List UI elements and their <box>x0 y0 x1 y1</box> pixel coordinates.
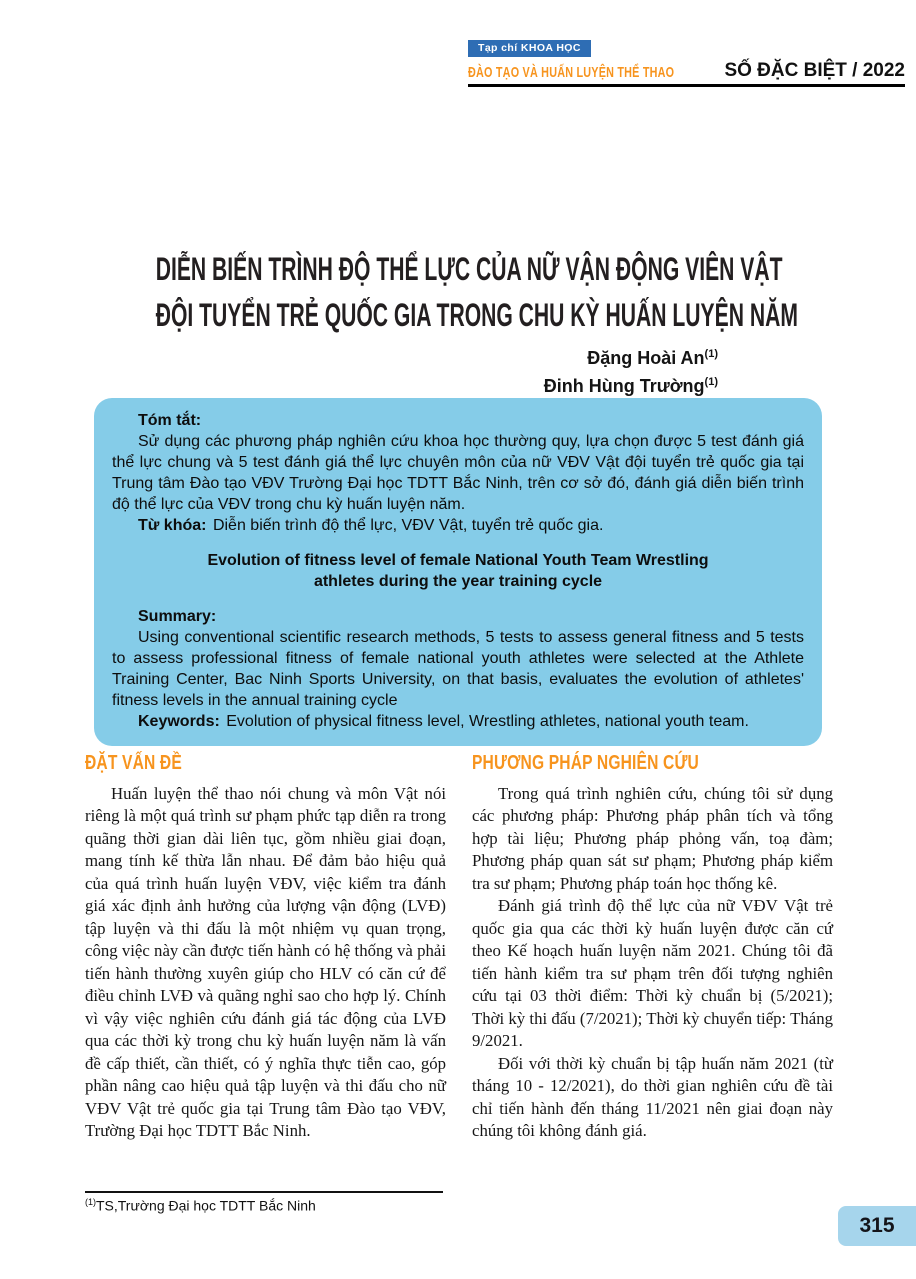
page-number-badge: 315 <box>838 1206 916 1246</box>
summary-text: Using conventional scientific research methods, 5 tests to assess general fitness and 5 tests to assess professional fitness of female national youth athletes were selected at the Athlete Training Center, Bac Ninh Sports University, on that basis, evaluates the evolution of athletes' fitness levels in the annual training cycle <box>112 629 804 709</box>
tukhoa-line <box>112 515 804 536</box>
journal-name: ĐÀO TẠO VÀ HUẤN LUYỆN THỂ THAO <box>468 64 675 81</box>
right-column <box>472 752 833 1143</box>
abstract-box <box>94 398 822 746</box>
paragraph: Huấn luyện thể thao nói chung và môn Vật nói riêng là một quá trình sư phạm phức tạp diễn ra trong quãng thời gian dài liên tục, gồm nhiều giai đoạn, mang tính kế thừa lẫn nhau. Để đảm bảo hiệu quả của quá trình huấn luyện VĐV, việc kiểm tra đánh giá xác định ảnh hưởng của lượng vận động (LVĐ) tập luyện và thi đấu là một nhiệm vụ quan trọng, công việc này cần được tiến hành có hệ thống và phải tiến hành thường xuyên giúp cho HLV có căn cứ để điều chỉnh LVĐ và quãng nghỉ sao cho hợp lý. Chính vì vậy việc nghiên cứu đánh giá tác động của LVĐ qua các thời kỳ trong chu kỳ huấn luyện năm là vấn đề cấp thiết, cần thiết, có ý nghĩa thực tiễn cao, góp phần nâng cao hiệu quả tập luyện và thi đấu cho nữ VĐV Vật trẻ quốc gia tại Trung tâm Đào tạo VĐV, Trường Đại học TDTT Bắc Ninh. <box>85 783 446 1140</box>
paragraph: Trong quá trình nghiên cứu, chúng tôi sử dụng các phương pháp: Phương pháp phân tích và tổng hợp tài liệu; Phương pháp phỏng vấn, toạ đàm; Phương pháp quan sát sư phạm; Phương pháp kiểm tra sư phạm; Phương pháp toán học thống kê. <box>472 783 833 893</box>
author-affiliation-marker: (1) <box>704 376 718 388</box>
english-title-line1: Evolution of fitness level of female National Youth Team Wrestling <box>207 552 709 569</box>
paragraph: Đối với thời kỳ chuẩn bị tập huấn năm 2021 (từ tháng 10 - 12/2021), do thời gian nghiên cứu đề tài chỉ tiến hành đến tháng 11/2021 nên giai đoạn này chúng tôi không đánh giá. <box>472 1053 833 1140</box>
authors-block <box>544 342 718 398</box>
page-header <box>468 40 905 87</box>
author-affiliation-marker: (1) <box>704 348 718 360</box>
footnote-text: TS,Trường Đại học TDTT Bắc Ninh <box>96 1197 316 1214</box>
tukhoa-label: Từ khóa: <box>138 517 207 534</box>
author-name: Đinh Hùng Trường <box>543 376 705 396</box>
author-name: Đặng Hoài An <box>587 348 705 368</box>
keywords-text: Evolution of physical fitness level, Wrestling athletes, national youth team. <box>226 713 749 730</box>
journal-label: Tạp chí KHOA HỌC <box>468 40 591 57</box>
article-title <box>0 246 916 338</box>
english-title-line2: athletes during the year training cycle <box>313 573 603 590</box>
article-title-line1: DIỄN BIẾN TRÌNH ĐỘ THỂ LỰC CỦA NỮ VẬN ĐỘNG VIÊN VẬT <box>155 251 783 287</box>
section-heading-dat-van-de: ĐẶT VẤN ĐỀ <box>85 752 182 774</box>
issue-label: SỐ ĐẶC BIỆT / 2022 <box>724 60 905 81</box>
tomtat-text: Sử dụng các phương pháp nghiên cứu khoa học thường quy, lựa chọn được 5 test đánh giá thể lực chung và 5 test đánh giá thể lực chuyên môn của nữ VĐV Vật đội tuyển trẻ quốc gia tại Trung tâm Đào tạo VĐV Trường Đại học TDTT Bắc Ninh, trên cơ sở đó, đánh giá diễn biến trình độ thể lực của VĐV trong chu kỳ huấn luyện năm. <box>112 433 804 513</box>
english-title <box>112 550 804 592</box>
author <box>544 370 718 398</box>
keywords-label: Keywords: <box>138 713 220 730</box>
footnote-marker: (1) <box>85 1197 96 1207</box>
author <box>544 342 718 370</box>
left-column <box>85 752 446 1143</box>
article-title-line2: ĐỘI TUYỂN TRẺ QUỐC GIA TRONG CHU KỲ HUẤN LUYỆN NĂM <box>155 297 798 333</box>
summary-label: Summary: <box>138 608 217 625</box>
keywords-line <box>112 711 804 732</box>
body-columns <box>85 752 833 1143</box>
paragraph: Đánh giá trình độ thể lực của nữ VĐV Vật trẻ quốc gia qua các thời kỳ huấn luyện được căn cứ theo Kế hoạch huấn luyện năm 2021. Chúng tôi đã tiến hành kiểm tra sư phạm trên đối tượng nghiên cứu tại 03 thời điểm: Thời kỳ chuẩn bị (5/2021); Thời kỳ thi đấu (7/2021); Thời kỳ chuyển tiếp: Tháng 9/2021. <box>472 896 833 1050</box>
tomtat-label: Tóm tắt: <box>138 412 202 429</box>
tukhoa-text: Diễn biến trình độ thể lực, VĐV Vật, tuyển trẻ quốc gia. <box>212 517 604 534</box>
section-heading-phuong-phap: PHƯƠNG PHÁP NGHIÊN CỨU <box>472 752 699 774</box>
footnote <box>85 1191 443 1214</box>
